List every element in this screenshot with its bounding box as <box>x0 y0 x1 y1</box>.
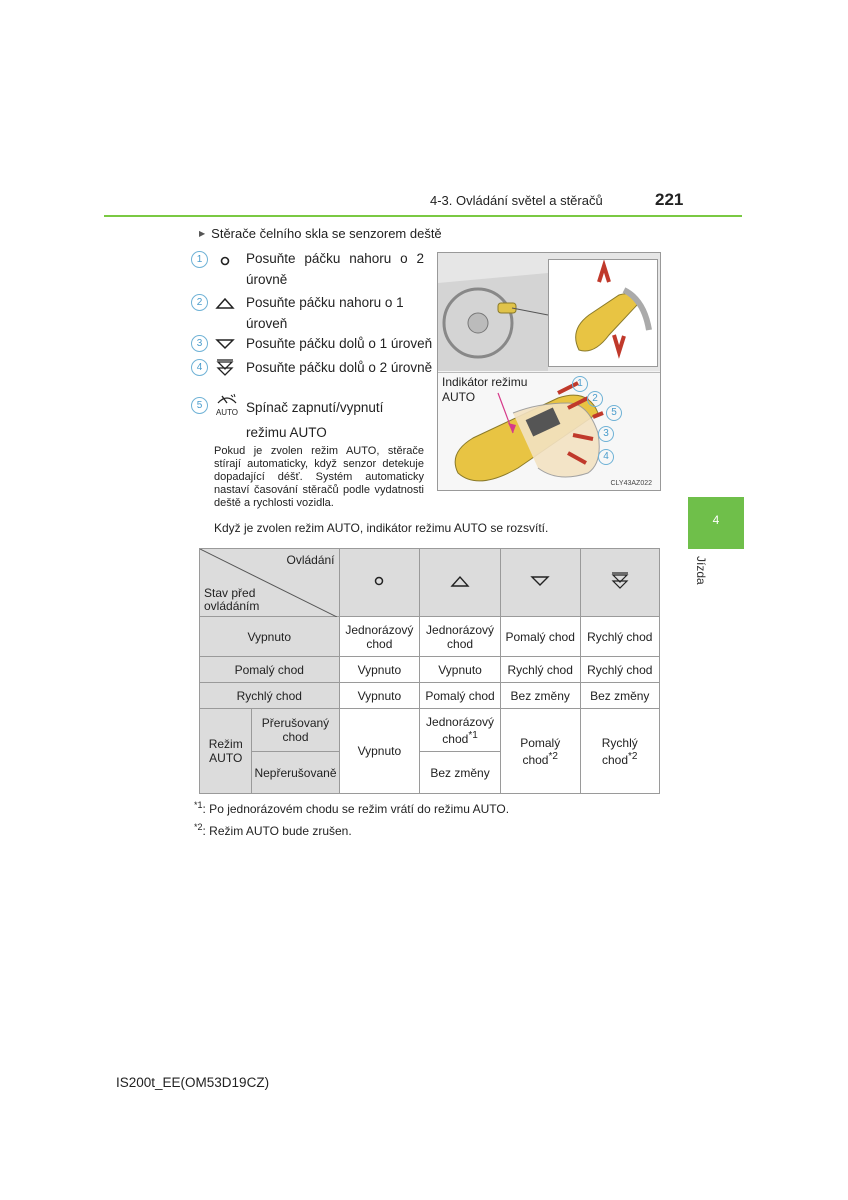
step-text-2: Posuňte páčku nahoru o 1 úroveň <box>246 295 404 331</box>
table-row <box>200 683 660 709</box>
section-title: 4-3. Ovládání světel a stěračů <box>430 193 603 208</box>
step-number-1: 1 <box>191 251 208 268</box>
illus-callout-3: 3 <box>598 426 614 442</box>
header-state: Stav před ovládáním <box>204 586 260 613</box>
col-header-circle-icon <box>339 549 420 617</box>
illus-callout-2: 2 <box>587 391 603 407</box>
table-cell: Vypnuto <box>420 657 501 683</box>
table-cell-intermittent: Jednorázový chod$^{*1}$ <box>420 709 501 752</box>
step-number-5: 5 <box>191 397 208 414</box>
auto-paragraph: Pokud je zvolen režim AUTO, stěrače stírají automaticky, když senzor detekuje dopadající déšť. Systém automaticky nastaví časování stěračů podle vydatnosti deště a rychlosti vozidla. <box>214 445 424 509</box>
document-code: IS200t_EE(OM53D19CZ) <box>116 1075 270 1090</box>
col-header-triangle-down-icon <box>500 549 580 617</box>
row-sublabel-intermittent: Přerušovaný chod <box>252 709 339 752</box>
step-number-2: 2 <box>191 294 208 311</box>
lever-detail-illustration <box>438 372 660 491</box>
wiper-lever-illustration <box>437 252 661 491</box>
table-cell-slow: Pomalý chod$^{*2}$ <box>500 709 580 794</box>
footnote-mark: *2 <box>548 750 558 762</box>
bullet-triangle-icon: ▶ <box>199 229 206 238</box>
illustration-code: CLY43AZ022 <box>610 480 652 487</box>
lever-closeup-inset <box>548 259 658 367</box>
table-cell: Rychlý chod <box>580 617 660 657</box>
table-cell: Vypnuto <box>339 683 420 709</box>
col-header-triangle-up-icon <box>420 549 501 617</box>
triangle-up-icon <box>213 295 237 316</box>
step-number-3: 3 <box>191 335 208 352</box>
table-cell: Vypnuto <box>339 709 420 794</box>
header-rule <box>104 215 742 217</box>
table-row <box>200 657 660 683</box>
table-cell: Rychlý chod <box>580 657 660 683</box>
auto-icon-label: AUTO <box>215 408 239 417</box>
footnote-1: $^{*1}$: Po jednorázovém chodu se režim vrátí do režimu AUTO. <box>194 800 510 816</box>
illus-callout-5: 5 <box>606 405 622 421</box>
step-text-3: Posuňte páčku dolů o 1 úroveň <box>246 336 433 351</box>
table-cell: Vypnuto <box>339 657 420 683</box>
triangle-down-icon <box>213 337 237 356</box>
step-text-4: Posuňte páčku dolů o 2 úrovně <box>246 360 433 375</box>
bullet-heading-text: Stěrače čelního skla se senzorem deště <box>211 226 442 241</box>
page-number: 221 <box>655 190 684 209</box>
table-corner-header <box>200 549 340 617</box>
table-cell-fast: Rychlý chod$^{*2}$ <box>580 709 660 794</box>
chapter-label: Jízda <box>694 556 708 585</box>
circle-icon <box>213 251 237 274</box>
header-operation: Ovládání <box>286 553 335 567</box>
row-label-auto: Režim AUTO <box>200 709 252 794</box>
table-cell: Bez změny <box>420 752 501 794</box>
table-row <box>200 617 660 657</box>
row-label-off: Vypnuto <box>200 617 340 657</box>
table-cell: Bez změny <box>500 683 580 709</box>
auto-wiper-icon <box>213 392 241 417</box>
table-cell: Rychlý chod <box>500 657 580 683</box>
row-label-fast: Rychlý chod <box>200 683 340 709</box>
table-cell: Bez změny <box>580 683 660 709</box>
table-cell: Pomalý chod <box>420 683 501 709</box>
table-row <box>200 709 660 752</box>
wiper-operation-table <box>199 548 660 794</box>
step-text-5: Spínač zapnutí/vypnutí režimu AUTO <box>246 400 384 440</box>
footnote-mark: *2 <box>628 750 638 762</box>
chapter-tab: 4 <box>688 497 744 549</box>
footnote-mark: *1 <box>468 729 478 741</box>
bullet-heading <box>199 226 442 241</box>
step-text-1: Posuňte páčku nahoru o 2 úrovně <box>246 251 424 287</box>
dashboard-illustration <box>438 253 660 371</box>
table-cell: Jednorázový chod <box>420 617 501 657</box>
table-cell: Pomalý chod <box>500 617 580 657</box>
row-label-slow: Pomalý chod <box>200 657 340 683</box>
indicator-note: Když je zvolen režim AUTO, indikátor režimu AUTO se rozsvítí. <box>214 521 549 535</box>
double-triangle-down-icon <box>213 358 237 383</box>
table-cell: Jednorázový chod <box>339 617 420 657</box>
footnote-2: $^{*2}$: Režim AUTO bude zrušen. <box>194 822 352 838</box>
col-header-double-triangle-down-icon <box>580 549 660 617</box>
row-sublabel-continuous: Nepřerušovaně <box>252 752 339 794</box>
illus-callout-4: 4 <box>598 449 614 465</box>
illus-callout-1: 1 <box>572 376 588 392</box>
indicator-label: Indikátor režimu AUTO <box>442 375 528 404</box>
step-number-4: 4 <box>191 359 208 376</box>
